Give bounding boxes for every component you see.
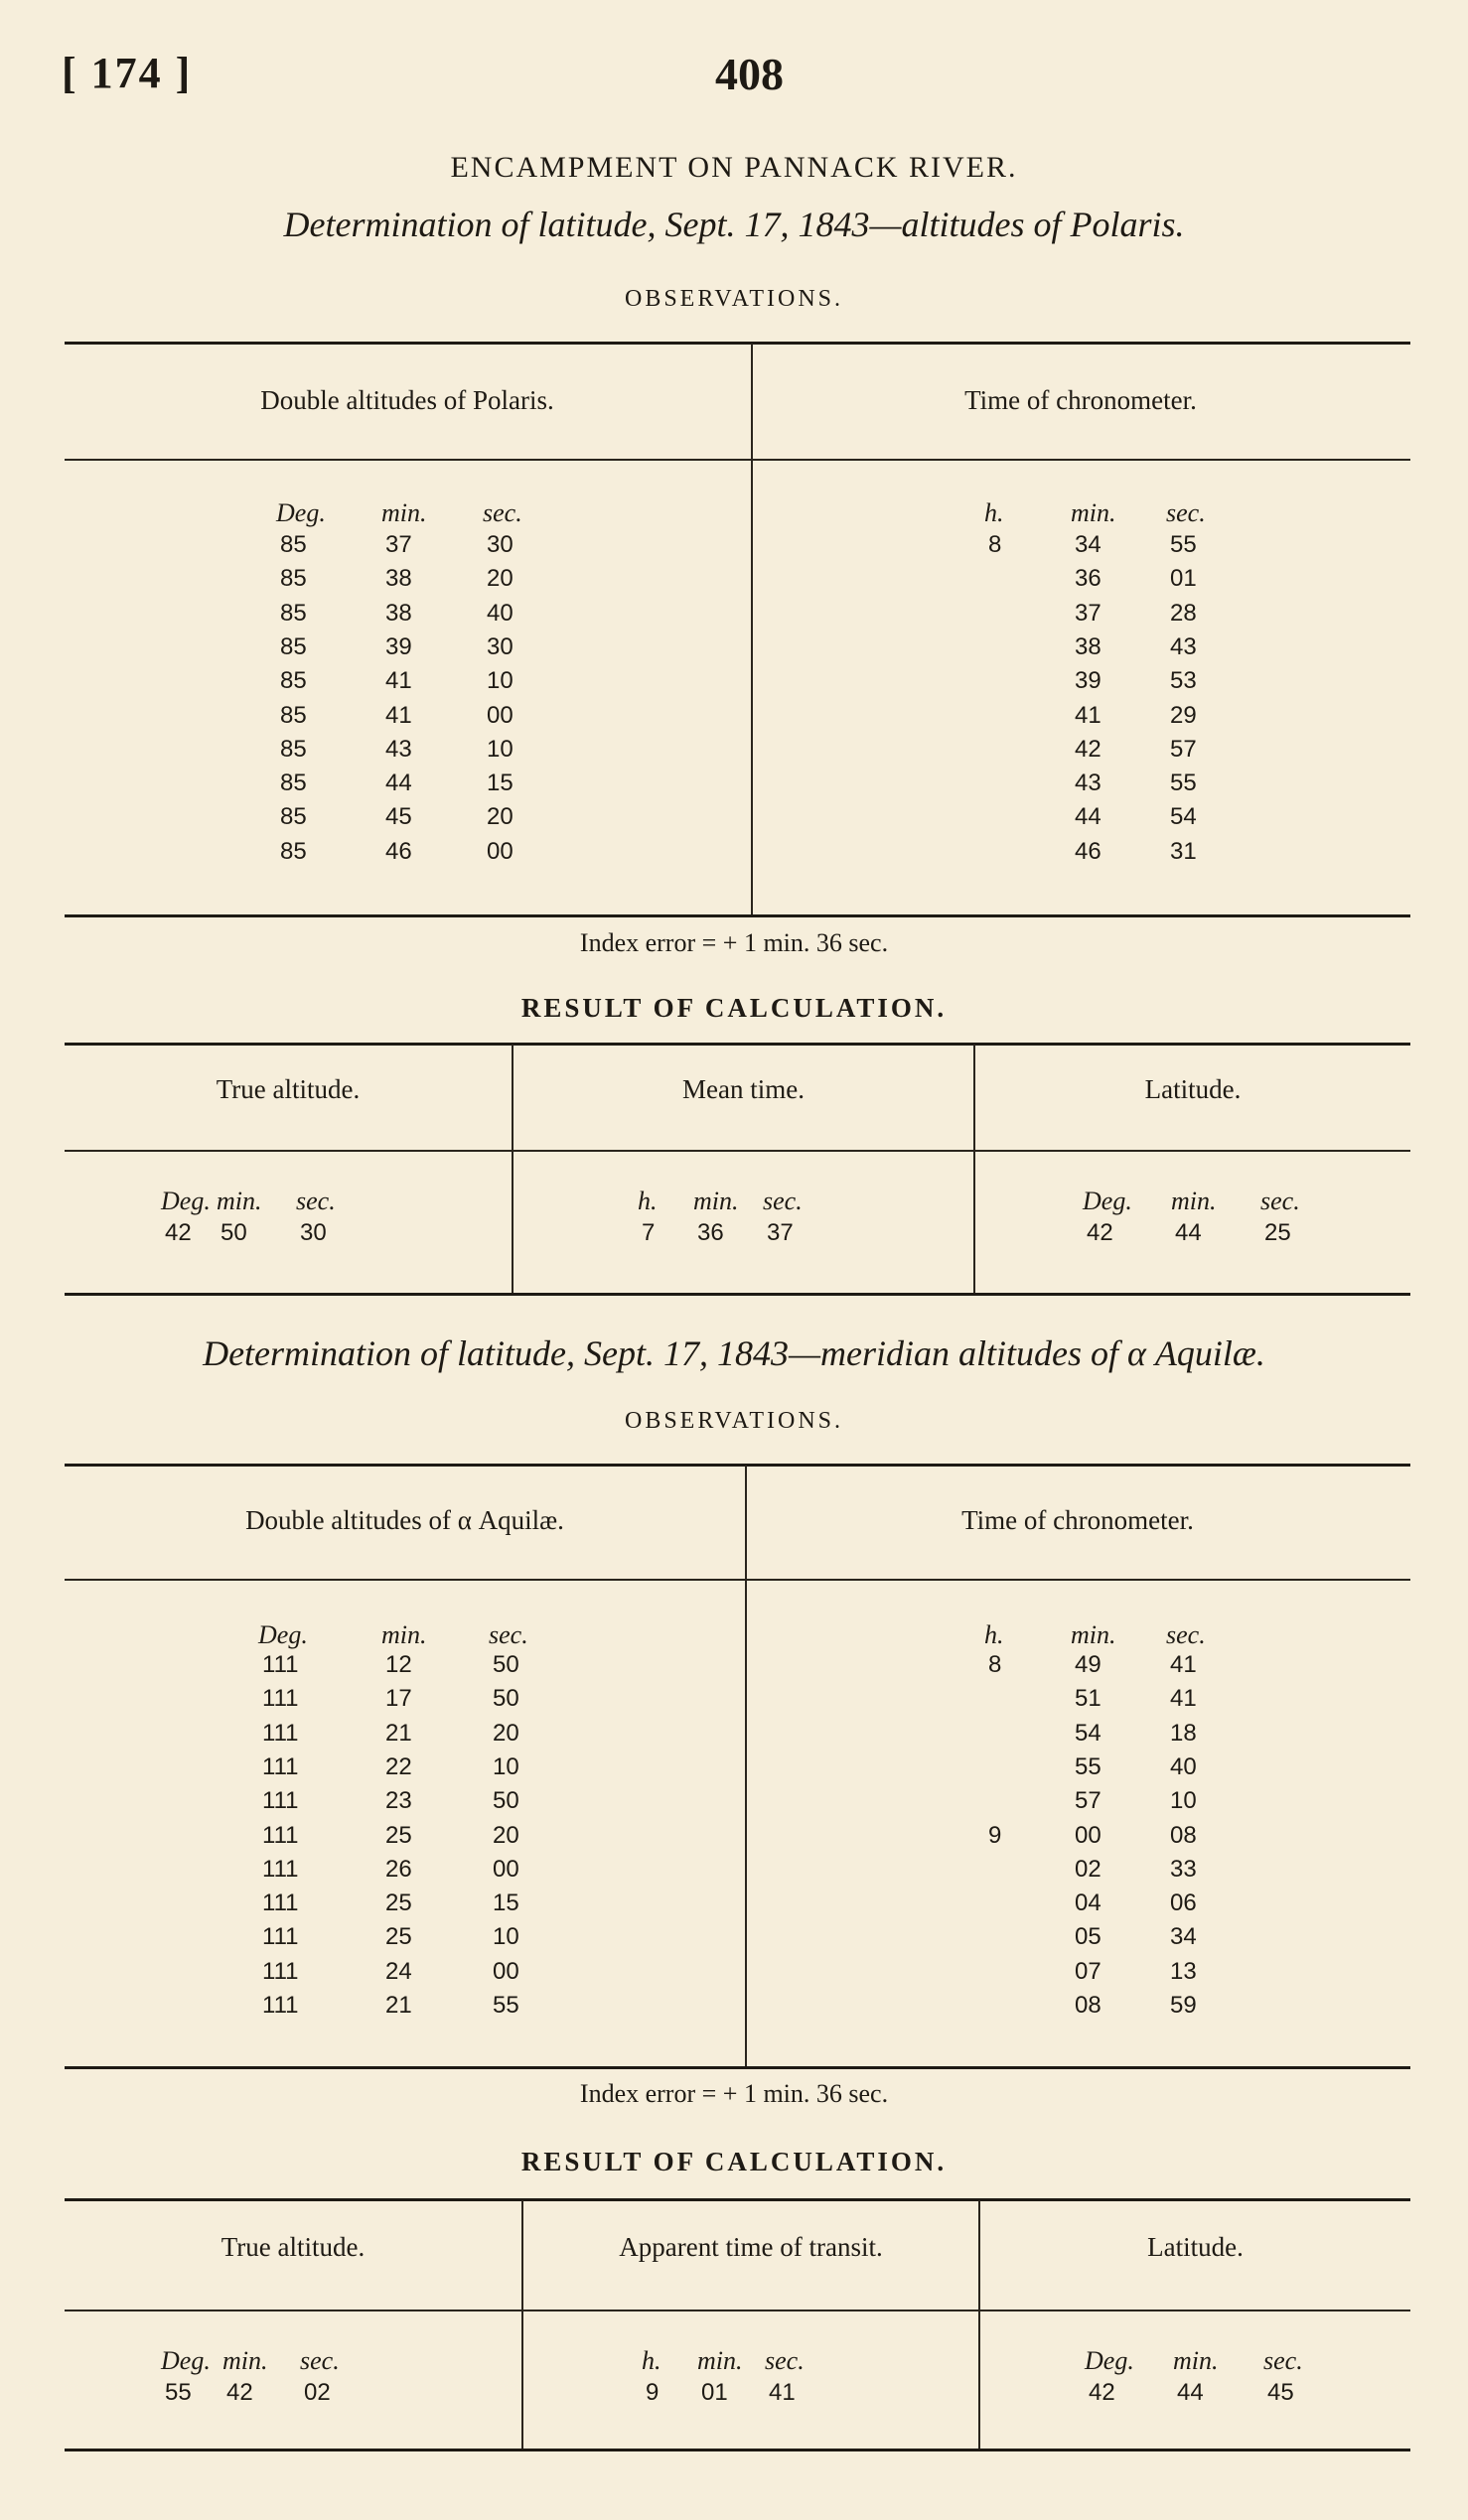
cell-deg: 85 <box>280 770 307 797</box>
cell-min: 23 <box>385 1787 412 1815</box>
cell-time-min: 46 <box>1075 837 1101 865</box>
cell-min: 21 <box>385 1992 412 2019</box>
cell-sec: 20 <box>487 803 514 831</box>
cell-deg: 111 <box>262 1957 299 1985</box>
result-value: 44 <box>1177 2379 1204 2406</box>
cell-time-min: 54 <box>1075 1719 1101 1747</box>
s2-result-top-rule <box>65 2198 1410 2201</box>
cell-time-min: 44 <box>1075 803 1101 831</box>
result-value: 42 <box>1089 2379 1115 2406</box>
result-value: 42 <box>1087 1219 1113 1246</box>
s2-table-top-rule <box>65 1464 1410 1467</box>
cell-sec: 15 <box>487 770 514 797</box>
cell-min: 12 <box>385 1651 412 1678</box>
cell-time-min: 42 <box>1075 735 1101 763</box>
s1-table-bottom-rule <box>65 914 1410 917</box>
cell-min: 45 <box>385 803 412 831</box>
cell-time-sec: 43 <box>1170 632 1197 660</box>
cell-time-min: 02 <box>1075 1855 1101 1883</box>
cell-deg: 85 <box>280 599 307 627</box>
result-col-header: Mean time. <box>682 1074 805 1104</box>
result-value: 37 <box>767 1219 794 1246</box>
result-col-header: Apparent time of transit. <box>619 2232 883 2262</box>
cell-sec: 30 <box>487 632 514 660</box>
result-value: 30 <box>300 1219 327 1246</box>
s2-result-heading: RESULT OF CALCULATION. <box>520 2147 948 2176</box>
unit-label: h. <box>984 498 1004 527</box>
result-value: 42 <box>226 2379 253 2406</box>
cell-deg: 111 <box>262 1855 299 1883</box>
result-value: 55 <box>165 2379 192 2406</box>
result-value: 44 <box>1175 1219 1202 1246</box>
s1-col-divider <box>751 344 753 914</box>
s1-table-top-rule <box>65 342 1410 345</box>
s1-col-left-header: Double altitudes of Polaris. <box>260 385 554 415</box>
s2-result-header-rule <box>65 2310 1410 2311</box>
cell-sec: 30 <box>487 531 514 558</box>
cell-deg: 85 <box>280 667 307 695</box>
cell-sec: 00 <box>493 1957 519 1985</box>
cell-time-min: 05 <box>1075 1923 1101 1951</box>
result-unit-label: min. <box>222 2346 268 2375</box>
s2-result-bottom-rule <box>65 2449 1410 2451</box>
cell-deg: 111 <box>262 1923 299 1951</box>
s2-header-rule <box>65 1579 1410 1581</box>
section2-observations-heading: OBSERVATIONS. <box>624 1408 843 1434</box>
cell-deg: 111 <box>262 1685 299 1713</box>
result-value: 36 <box>697 1219 724 1246</box>
s1-result-bottom-rule <box>65 1293 1410 1296</box>
cell-time-min: 51 <box>1075 1685 1101 1713</box>
cell-time-sec: 41 <box>1170 1651 1197 1678</box>
cell-time-sec: 55 <box>1170 531 1197 558</box>
s1-result-top-rule <box>65 1043 1410 1046</box>
result-unit-label: min. <box>693 1187 739 1215</box>
result-unit-label: sec. <box>763 1187 803 1215</box>
result-unit-label: min. <box>1171 1187 1217 1215</box>
cell-sec: 50 <box>493 1685 519 1713</box>
cell-deg: 85 <box>280 632 307 660</box>
cell-time-sec: 41 <box>1170 1685 1197 1713</box>
cell-time-sec: 28 <box>1170 599 1197 627</box>
result-col-header: True altitude. <box>220 2232 366 2262</box>
cell-time-sec: 29 <box>1170 701 1197 729</box>
cell-time-min: 08 <box>1075 1992 1101 2019</box>
s1-index-error: Index error = + 1 min. 36 sec. <box>579 928 889 957</box>
cell-time-sec: 40 <box>1170 1752 1197 1780</box>
cell-time-min: 55 <box>1075 1752 1101 1780</box>
result-col-header: Latitude. <box>1147 2232 1244 2262</box>
result-unit-label: sec. <box>1260 1187 1300 1215</box>
cell-deg: 111 <box>262 1719 299 1747</box>
cell-sec: 20 <box>493 1821 519 1849</box>
s1-result-header-rule <box>65 1150 1410 1152</box>
result-unit-label: Deg. <box>161 2346 211 2375</box>
s1-col-right-header: Time of chronometer. <box>964 385 1197 415</box>
cell-min: 25 <box>385 1890 412 1917</box>
cell-hour: 8 <box>988 1651 1002 1678</box>
cell-min: 22 <box>385 1752 412 1780</box>
cell-min: 44 <box>385 770 412 797</box>
cell-min: 41 <box>385 667 412 695</box>
result-unit-label: sec. <box>765 2346 805 2375</box>
result-unit-label: Deg. <box>1085 2346 1134 2375</box>
cell-deg: 111 <box>262 1890 299 1917</box>
result-col-header: Latitude. <box>1144 1074 1242 1104</box>
cell-hour: 9 <box>988 1821 1002 1849</box>
cell-time-sec: 53 <box>1170 667 1197 695</box>
page-title: ENCAMPMENT ON PANNACK RIVER. <box>450 151 1018 184</box>
result-value: 02 <box>304 2379 331 2406</box>
cell-sec: 55 <box>493 1992 519 2019</box>
cell-deg: 85 <box>280 803 307 831</box>
cell-time-min: 38 <box>1075 632 1101 660</box>
cell-min: 37 <box>385 531 412 558</box>
cell-min: 24 <box>385 1957 412 1985</box>
result-value: 25 <box>1264 1219 1291 1246</box>
cell-time-sec: 06 <box>1170 1890 1197 1917</box>
result-unit-label: min. <box>1173 2346 1219 2375</box>
section2-subtitle: Determination of latitude, Sept. 17, 1843—meridian altitudes of α Aquilæ. <box>203 1333 1265 1373</box>
result-unit-label: h. <box>642 2346 661 2375</box>
cell-time-sec: 10 <box>1170 1787 1197 1815</box>
cell-time-min: 49 <box>1075 1651 1101 1678</box>
cell-time-min: 41 <box>1075 701 1101 729</box>
cell-deg: 85 <box>280 565 307 593</box>
s2-index-error: Index error = + 1 min. 36 sec. <box>579 2079 889 2108</box>
s2-col-left-header: Double altitudes of α Aquilæ. <box>245 1505 564 1535</box>
cell-deg: 111 <box>262 1752 299 1780</box>
cell-deg: 111 <box>262 1821 299 1849</box>
cell-time-sec: 31 <box>1170 837 1197 865</box>
result-unit-label: Deg. <box>161 1187 211 1215</box>
unit-label: min. <box>381 1620 427 1649</box>
unit-label: min. <box>1071 498 1116 527</box>
result-value: 9 <box>646 2379 660 2406</box>
cell-sec: 40 <box>487 599 514 627</box>
cell-min: 39 <box>385 632 412 660</box>
cell-sec: 50 <box>493 1651 519 1678</box>
page-number: 408 <box>715 49 784 99</box>
cell-hour: 8 <box>988 531 1002 558</box>
cell-sec: 10 <box>487 735 514 763</box>
section1-observations-heading: OBSERVATIONS. <box>624 286 843 312</box>
s1-result-heading: RESULT OF CALCULATION. <box>520 993 948 1023</box>
cell-deg: 111 <box>262 1992 299 2019</box>
result-col-header: True altitude. <box>216 1074 361 1104</box>
cell-sec: 00 <box>493 1855 519 1883</box>
result-unit-label: sec. <box>296 1187 336 1215</box>
result-value: 42 <box>165 1219 192 1246</box>
unit-label: h. <box>984 1620 1004 1649</box>
cell-min: 41 <box>385 701 412 729</box>
cell-min: 25 <box>385 1923 412 1951</box>
cell-sec: 00 <box>487 837 514 865</box>
cell-sec: 10 <box>487 667 514 695</box>
s2-col-divider <box>745 1466 747 2066</box>
cell-time-min: 00 <box>1075 1821 1101 1849</box>
cell-time-sec: 54 <box>1170 803 1197 831</box>
cell-deg: 85 <box>280 837 307 865</box>
cell-min: 25 <box>385 1821 412 1849</box>
bracket-page-number: [ 174 ] <box>62 49 193 97</box>
cell-sec: 00 <box>487 701 514 729</box>
unit-label: min. <box>1071 1620 1116 1649</box>
cell-sec: 20 <box>487 565 514 593</box>
cell-sec: 20 <box>493 1719 519 1747</box>
unit-label: sec. <box>1166 498 1206 527</box>
cell-time-sec: 57 <box>1170 735 1197 763</box>
s2-col-right-header: Time of chronometer. <box>961 1505 1194 1535</box>
cell-time-min: 39 <box>1075 667 1101 695</box>
result-value: 45 <box>1267 2379 1294 2406</box>
result-unit-label: min. <box>697 2346 743 2375</box>
cell-time-sec: 34 <box>1170 1923 1197 1951</box>
cell-sec: 15 <box>493 1890 519 1917</box>
cell-time-min: 43 <box>1075 770 1101 797</box>
result-value: 01 <box>701 2379 728 2406</box>
unit-label: sec. <box>489 1620 528 1649</box>
cell-time-min: 57 <box>1075 1787 1101 1815</box>
cell-min: 46 <box>385 837 412 865</box>
result-unit-label: sec. <box>1263 2346 1303 2375</box>
cell-time-sec: 55 <box>1170 770 1197 797</box>
result-value: 7 <box>642 1219 656 1246</box>
cell-time-min: 07 <box>1075 1957 1101 1985</box>
cell-deg: 111 <box>262 1787 299 1815</box>
s1-header-rule <box>65 459 1410 461</box>
cell-min: 17 <box>385 1685 412 1713</box>
cell-time-min: 36 <box>1075 565 1101 593</box>
result-unit-label: min. <box>217 1187 262 1215</box>
cell-deg: 85 <box>280 735 307 763</box>
cell-time-sec: 18 <box>1170 1719 1197 1747</box>
result-value: 50 <box>220 1219 247 1246</box>
result-value: 41 <box>769 2379 796 2406</box>
unit-label: Deg. <box>276 498 326 527</box>
cell-deg: 111 <box>262 1651 299 1678</box>
cell-time-min: 34 <box>1075 531 1101 558</box>
cell-min: 26 <box>385 1855 412 1883</box>
cell-time-min: 04 <box>1075 1890 1101 1917</box>
unit-label: Deg. <box>258 1620 308 1649</box>
unit-label: sec. <box>1166 1620 1206 1649</box>
cell-time-sec: 08 <box>1170 1821 1197 1849</box>
cell-min: 38 <box>385 599 412 627</box>
cell-sec: 10 <box>493 1752 519 1780</box>
cell-min: 21 <box>385 1719 412 1747</box>
cell-min: 38 <box>385 565 412 593</box>
cell-sec: 50 <box>493 1787 519 1815</box>
result-unit-label: sec. <box>300 2346 340 2375</box>
cell-time-sec: 13 <box>1170 1957 1197 1985</box>
cell-sec: 10 <box>493 1923 519 1951</box>
section1-subtitle: Determination of latitude, Sept. 17, 1843—altitudes of Polaris. <box>283 205 1185 244</box>
unit-label: sec. <box>483 498 522 527</box>
cell-deg: 85 <box>280 531 307 558</box>
cell-time-sec: 01 <box>1170 565 1197 593</box>
unit-label: min. <box>381 498 427 527</box>
s2-table-bottom-rule <box>65 2066 1410 2069</box>
cell-time-min: 37 <box>1075 599 1101 627</box>
cell-deg: 85 <box>280 701 307 729</box>
cell-time-sec: 59 <box>1170 1992 1197 2019</box>
cell-min: 43 <box>385 735 412 763</box>
result-unit-label: h. <box>638 1187 658 1215</box>
cell-time-sec: 33 <box>1170 1855 1197 1883</box>
result-unit-label: Deg. <box>1083 1187 1132 1215</box>
